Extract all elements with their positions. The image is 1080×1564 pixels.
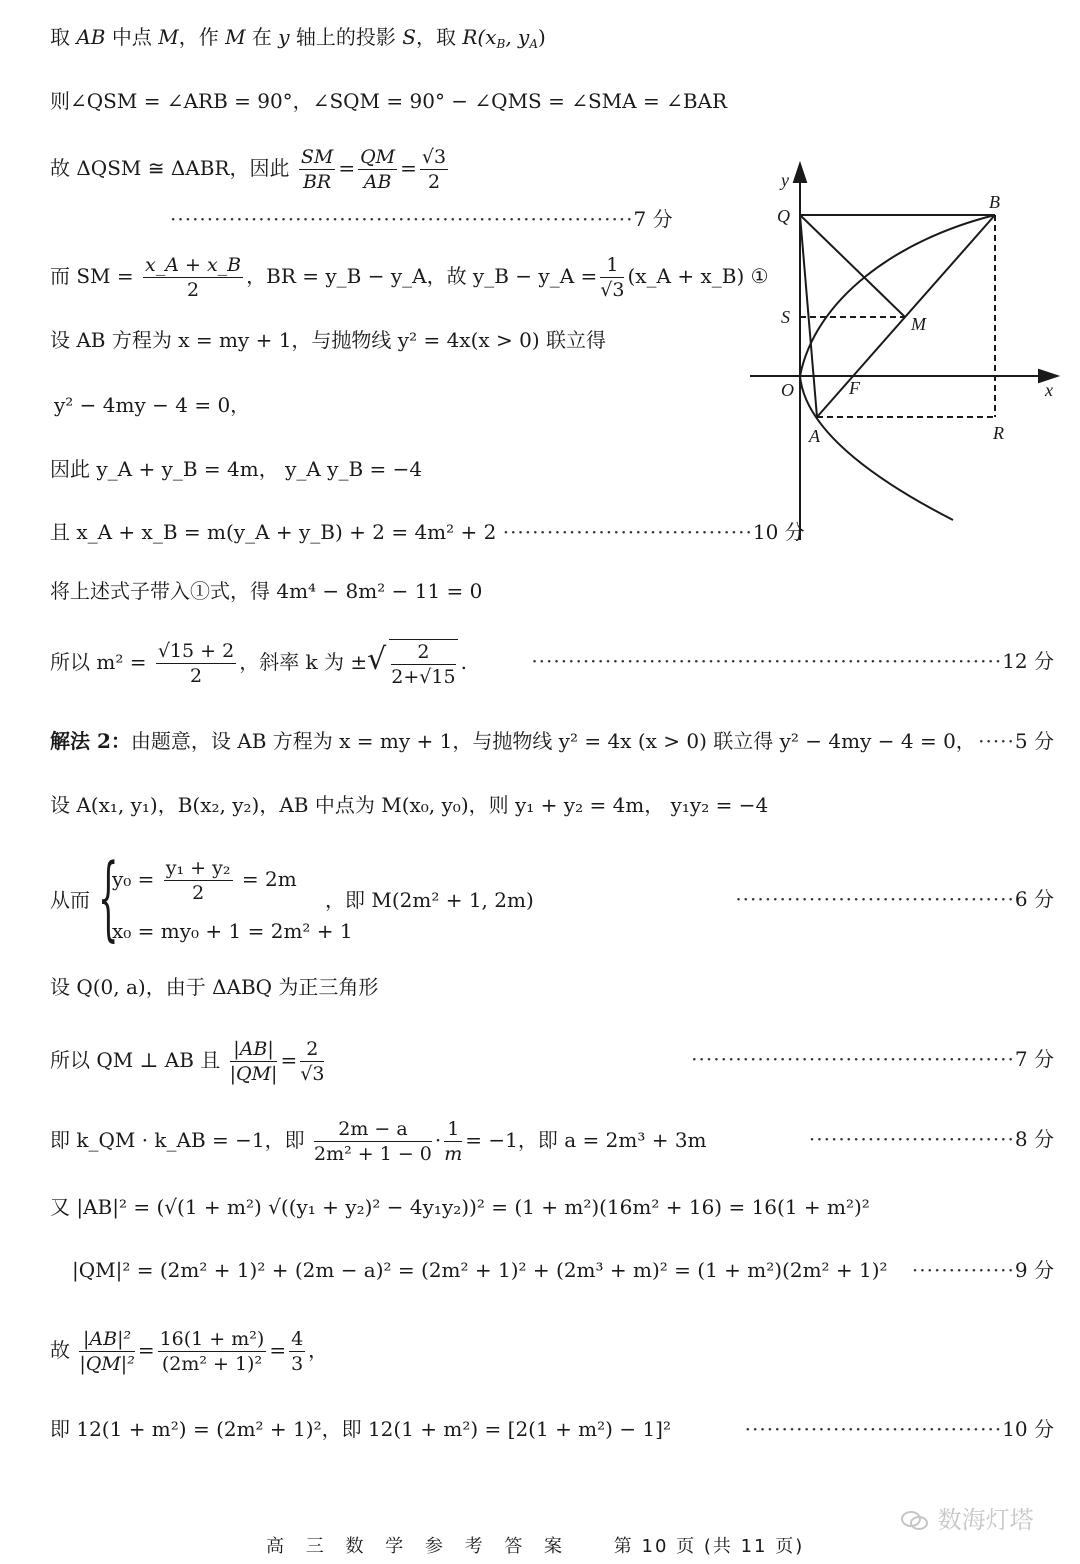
line-14 <box>50 844 570 952</box>
score-label: 10 分 <box>1002 1417 1054 1441</box>
text: 所以 m² = <box>50 650 147 674</box>
label-m: M <box>911 314 926 334</box>
fraction <box>358 145 397 194</box>
denominator: (2m² + 1)² <box>161 1353 263 1375</box>
score-7b <box>691 1044 1054 1074</box>
line-15 <box>50 972 378 1002</box>
line-5 <box>50 246 769 306</box>
line-2 <box>50 86 727 116</box>
denominator: |QM| <box>229 1063 278 1085</box>
substitution: 将上述式子带入①式，得 4m⁴ − 8m² − 11 = 0 <box>50 579 483 603</box>
label-o: O <box>781 380 794 400</box>
score-label: 7 分 <box>1014 1047 1054 1071</box>
score-label: 7 分 <box>633 207 673 231</box>
quadratic: y² − 4my − 4 = 0， <box>54 393 251 417</box>
numerator: |AB|² <box>79 1327 134 1352</box>
score-dots: ·············· <box>911 1258 1015 1282</box>
denominator: BR <box>302 171 332 193</box>
line-9 <box>50 517 805 547</box>
denominator: 3 <box>291 1353 304 1375</box>
text: ，作 <box>178 25 226 49</box>
fraction <box>164 856 233 905</box>
text: 在 <box>245 25 279 49</box>
fraction <box>300 1037 324 1086</box>
fraction <box>420 145 448 194</box>
brace: { <box>98 844 119 951</box>
fraction <box>600 253 624 302</box>
text: 而 SM = <box>50 264 134 288</box>
method-2-label: 解法 2： <box>50 729 131 753</box>
denominator: √3 <box>300 1063 325 1085</box>
numerator: 1 <box>444 1117 462 1142</box>
equilateral: 设 Q(0, a)，由于 ΔABQ 为正三角形 <box>50 975 379 999</box>
y-axis-arrow <box>794 164 806 182</box>
equals: = <box>269 1338 287 1362</box>
score-5 <box>978 726 1054 756</box>
line-7 <box>54 390 250 420</box>
numerator: x_A + x_B <box>145 254 242 276</box>
dot: · <box>434 1128 442 1152</box>
denominator: 2 <box>187 279 200 301</box>
numerator: 1 <box>600 253 624 278</box>
score-dots: ············································ <box>691 1047 1015 1071</box>
fraction <box>156 639 236 688</box>
label-b: B <box>989 192 1000 212</box>
text: 取 <box>50 25 77 49</box>
denominator: 2m² + 1 − 0 <box>314 1143 432 1165</box>
var: R(x <box>462 25 497 49</box>
line-1 <box>50 22 546 59</box>
text: ，BR = y_B − y_A，故 y_B − y_A = <box>246 264 598 288</box>
footer <box>266 1532 804 1558</box>
text: ，取 <box>416 25 463 49</box>
var: M <box>158 25 179 49</box>
line-3 <box>50 138 451 198</box>
text: . <box>460 650 467 674</box>
vieta: 因此 y_A + y_B = 4m， y_A y_B = −4 <box>50 457 423 481</box>
fraction <box>79 1327 134 1376</box>
fraction <box>230 1037 278 1086</box>
score-dots: ···························· <box>808 1127 1015 1151</box>
denominator: m <box>444 1143 463 1165</box>
fraction <box>289 1327 305 1376</box>
score-dots: ······································ <box>735 887 1015 911</box>
text: 轴上的投影 <box>289 25 403 49</box>
equals: = <box>338 156 356 180</box>
score-10b <box>745 1414 1054 1444</box>
score-dots: ·································· <box>502 520 753 544</box>
score-dots: ····· <box>978 729 1015 753</box>
label-s: S <box>781 307 790 327</box>
var: M <box>225 25 246 49</box>
fraction <box>158 1327 267 1376</box>
score-dots: ··································· <box>744 1417 1003 1441</box>
angle-equation: 则∠QSM = ∠ARB = 90°，∠SQM = 90° − ∠QMS = ∠SMA = ∠BAR <box>50 89 728 113</box>
score-9 <box>912 1255 1054 1285</box>
radical-sign: √ <box>367 642 387 677</box>
points-def: 设 A(x₁, y₁)，B(x₂, y₂)，AB 中点为 M(x₀, y₀)，则 y₁ + y₂ = 4m， y₁y₂ = −4 <box>50 793 769 817</box>
numerator: |AB| <box>230 1037 278 1062</box>
final-equation: 即 12(1 + m²) = (2m² + 1)²，即 12(1 + m²) = [2(1 + m²) − 1]² <box>50 1417 671 1441</box>
label-a: A <box>809 426 820 446</box>
system-row-1 <box>112 856 297 905</box>
line-21 <box>50 1414 671 1444</box>
radical-fraction <box>389 639 457 689</box>
var: S <box>402 25 416 49</box>
denominator: |QM|² <box>79 1353 135 1375</box>
label-f: F <box>849 378 860 398</box>
score-label: 12 分 <box>1002 649 1054 673</box>
page-number: 第 10 页 (共 11 页) <box>613 1536 805 1557</box>
text: 从而 <box>50 888 90 912</box>
line-4 <box>170 204 673 234</box>
qm-length: |QM|² = (2m² + 1)² + (2m − a)² = (2m² + 1)² + (2m³ + m)² = (1 + m²)(2m² + 1)² <box>72 1258 888 1282</box>
text: = 2m <box>241 867 297 891</box>
line-11 <box>50 630 467 692</box>
text: ， <box>308 1338 329 1362</box>
line-16 <box>50 1030 327 1090</box>
line-13 <box>50 790 768 820</box>
line-8 <box>50 454 422 484</box>
text: 故 ΔQSM ≅ ΔABR，因此 <box>50 156 290 180</box>
segment-qm <box>800 215 905 317</box>
score-dots: ································································ <box>531 649 1003 673</box>
text: y₀ = <box>112 867 155 891</box>
line-17 <box>50 1110 707 1170</box>
line-18 <box>50 1192 870 1222</box>
var: AB <box>76 25 106 49</box>
score-dots: ······························································· <box>170 207 634 231</box>
watermark <box>900 1500 1034 1535</box>
label-r: R <box>993 423 1004 443</box>
denominator: 2 <box>427 171 441 193</box>
watermark-text: 数海灯塔 <box>937 1506 1034 1534</box>
score-label: 10 分 <box>752 520 805 544</box>
numerator: y₁ + y₂ <box>165 857 231 879</box>
var: y <box>278 25 290 49</box>
line-12 <box>50 726 976 756</box>
denominator: 2 <box>192 882 205 904</box>
line-19 <box>72 1255 888 1285</box>
score-6 <box>735 884 1054 914</box>
fraction <box>143 253 243 302</box>
score-8 <box>809 1124 1054 1154</box>
subscript: B <box>496 37 506 51</box>
parabola <box>800 215 995 520</box>
text: x₀ = my₀ + 1 = 2m² + 1 <box>112 919 353 943</box>
label-x: x <box>1045 380 1053 400</box>
score-label: 6 分 <box>1014 887 1054 911</box>
denominator: 2 <box>189 665 203 687</box>
midpoint: ，即 M(2m² + 1, 2m) <box>325 888 534 912</box>
score-label: 5 分 <box>1014 729 1054 753</box>
ab-length: 又 |AB|² = (√(1 + m²) √((y₁ + y₂)² − 4y₁y₂))² = (1 + m²)(16m² + 16) = 16(1 + m²)² <box>50 1195 870 1219</box>
text: 所以 QM ⊥ AB 且 <box>50 1048 221 1072</box>
footer-title: 高 三 数 学 参 考 答 案 <box>266 1536 571 1557</box>
numerator: √3 <box>421 146 447 168</box>
text: (x_A + x_B) ① <box>627 264 769 288</box>
denominator: AB <box>363 171 392 193</box>
chat-bubble-icon <box>900 1509 930 1533</box>
fraction <box>299 145 335 194</box>
label-q: Q <box>777 206 790 226</box>
label-y: y <box>781 170 789 190</box>
numerator: 2m − a <box>314 1117 432 1142</box>
score-label: 8 分 <box>1014 1127 1054 1151</box>
fraction <box>444 1117 462 1166</box>
numerator: QM <box>360 146 396 168</box>
line-equation: 设 AB 方程为 x = my + 1，与抛物线 y² = 4x(x > 0) 联立得 <box>50 328 607 352</box>
text: 中点 <box>105 25 159 49</box>
method-2-text: 由题意，设 AB 方程为 x = my + 1，与抛物线 y² = 4x (x > 0) 联立得 y² − 4my − 4 = 0， <box>130 729 976 753</box>
system-row-2 <box>112 918 353 944</box>
denominator: 2+√15 <box>391 665 456 688</box>
equals: = <box>137 1338 155 1362</box>
text: ) <box>538 25 546 49</box>
numerator: 2 <box>300 1037 324 1062</box>
score-label: 9 分 <box>1014 1258 1054 1282</box>
line-10 <box>50 576 482 606</box>
sum-x: 且 x_A + x_B = m(y_A + y_B) + 2 = 4m² + 2 <box>50 520 497 544</box>
parabola-figure <box>745 160 1065 550</box>
equals: = <box>400 156 417 180</box>
numerator: SM <box>300 146 334 168</box>
numerator: 2 <box>391 640 455 665</box>
fraction <box>314 1117 432 1166</box>
equals: = <box>280 1048 298 1072</box>
text: 即 k_QM · k_AB = −1，即 <box>50 1128 305 1152</box>
text: 故 <box>50 1338 70 1362</box>
text: ，斜率 k 为 ± <box>239 650 368 674</box>
numerator: √15 + 2 <box>157 640 235 662</box>
line-20 <box>50 1320 328 1380</box>
var: , y <box>505 25 530 49</box>
numerator: 16(1 + m²) <box>159 1328 265 1350</box>
score-12 <box>531 646 1054 676</box>
denominator: √3 <box>600 279 625 301</box>
line-6 <box>50 325 606 355</box>
numerator: 4 <box>291 1328 304 1350</box>
text: = −1，即 a = 2m³ + 3m <box>465 1128 707 1152</box>
subscript: A <box>529 37 539 51</box>
